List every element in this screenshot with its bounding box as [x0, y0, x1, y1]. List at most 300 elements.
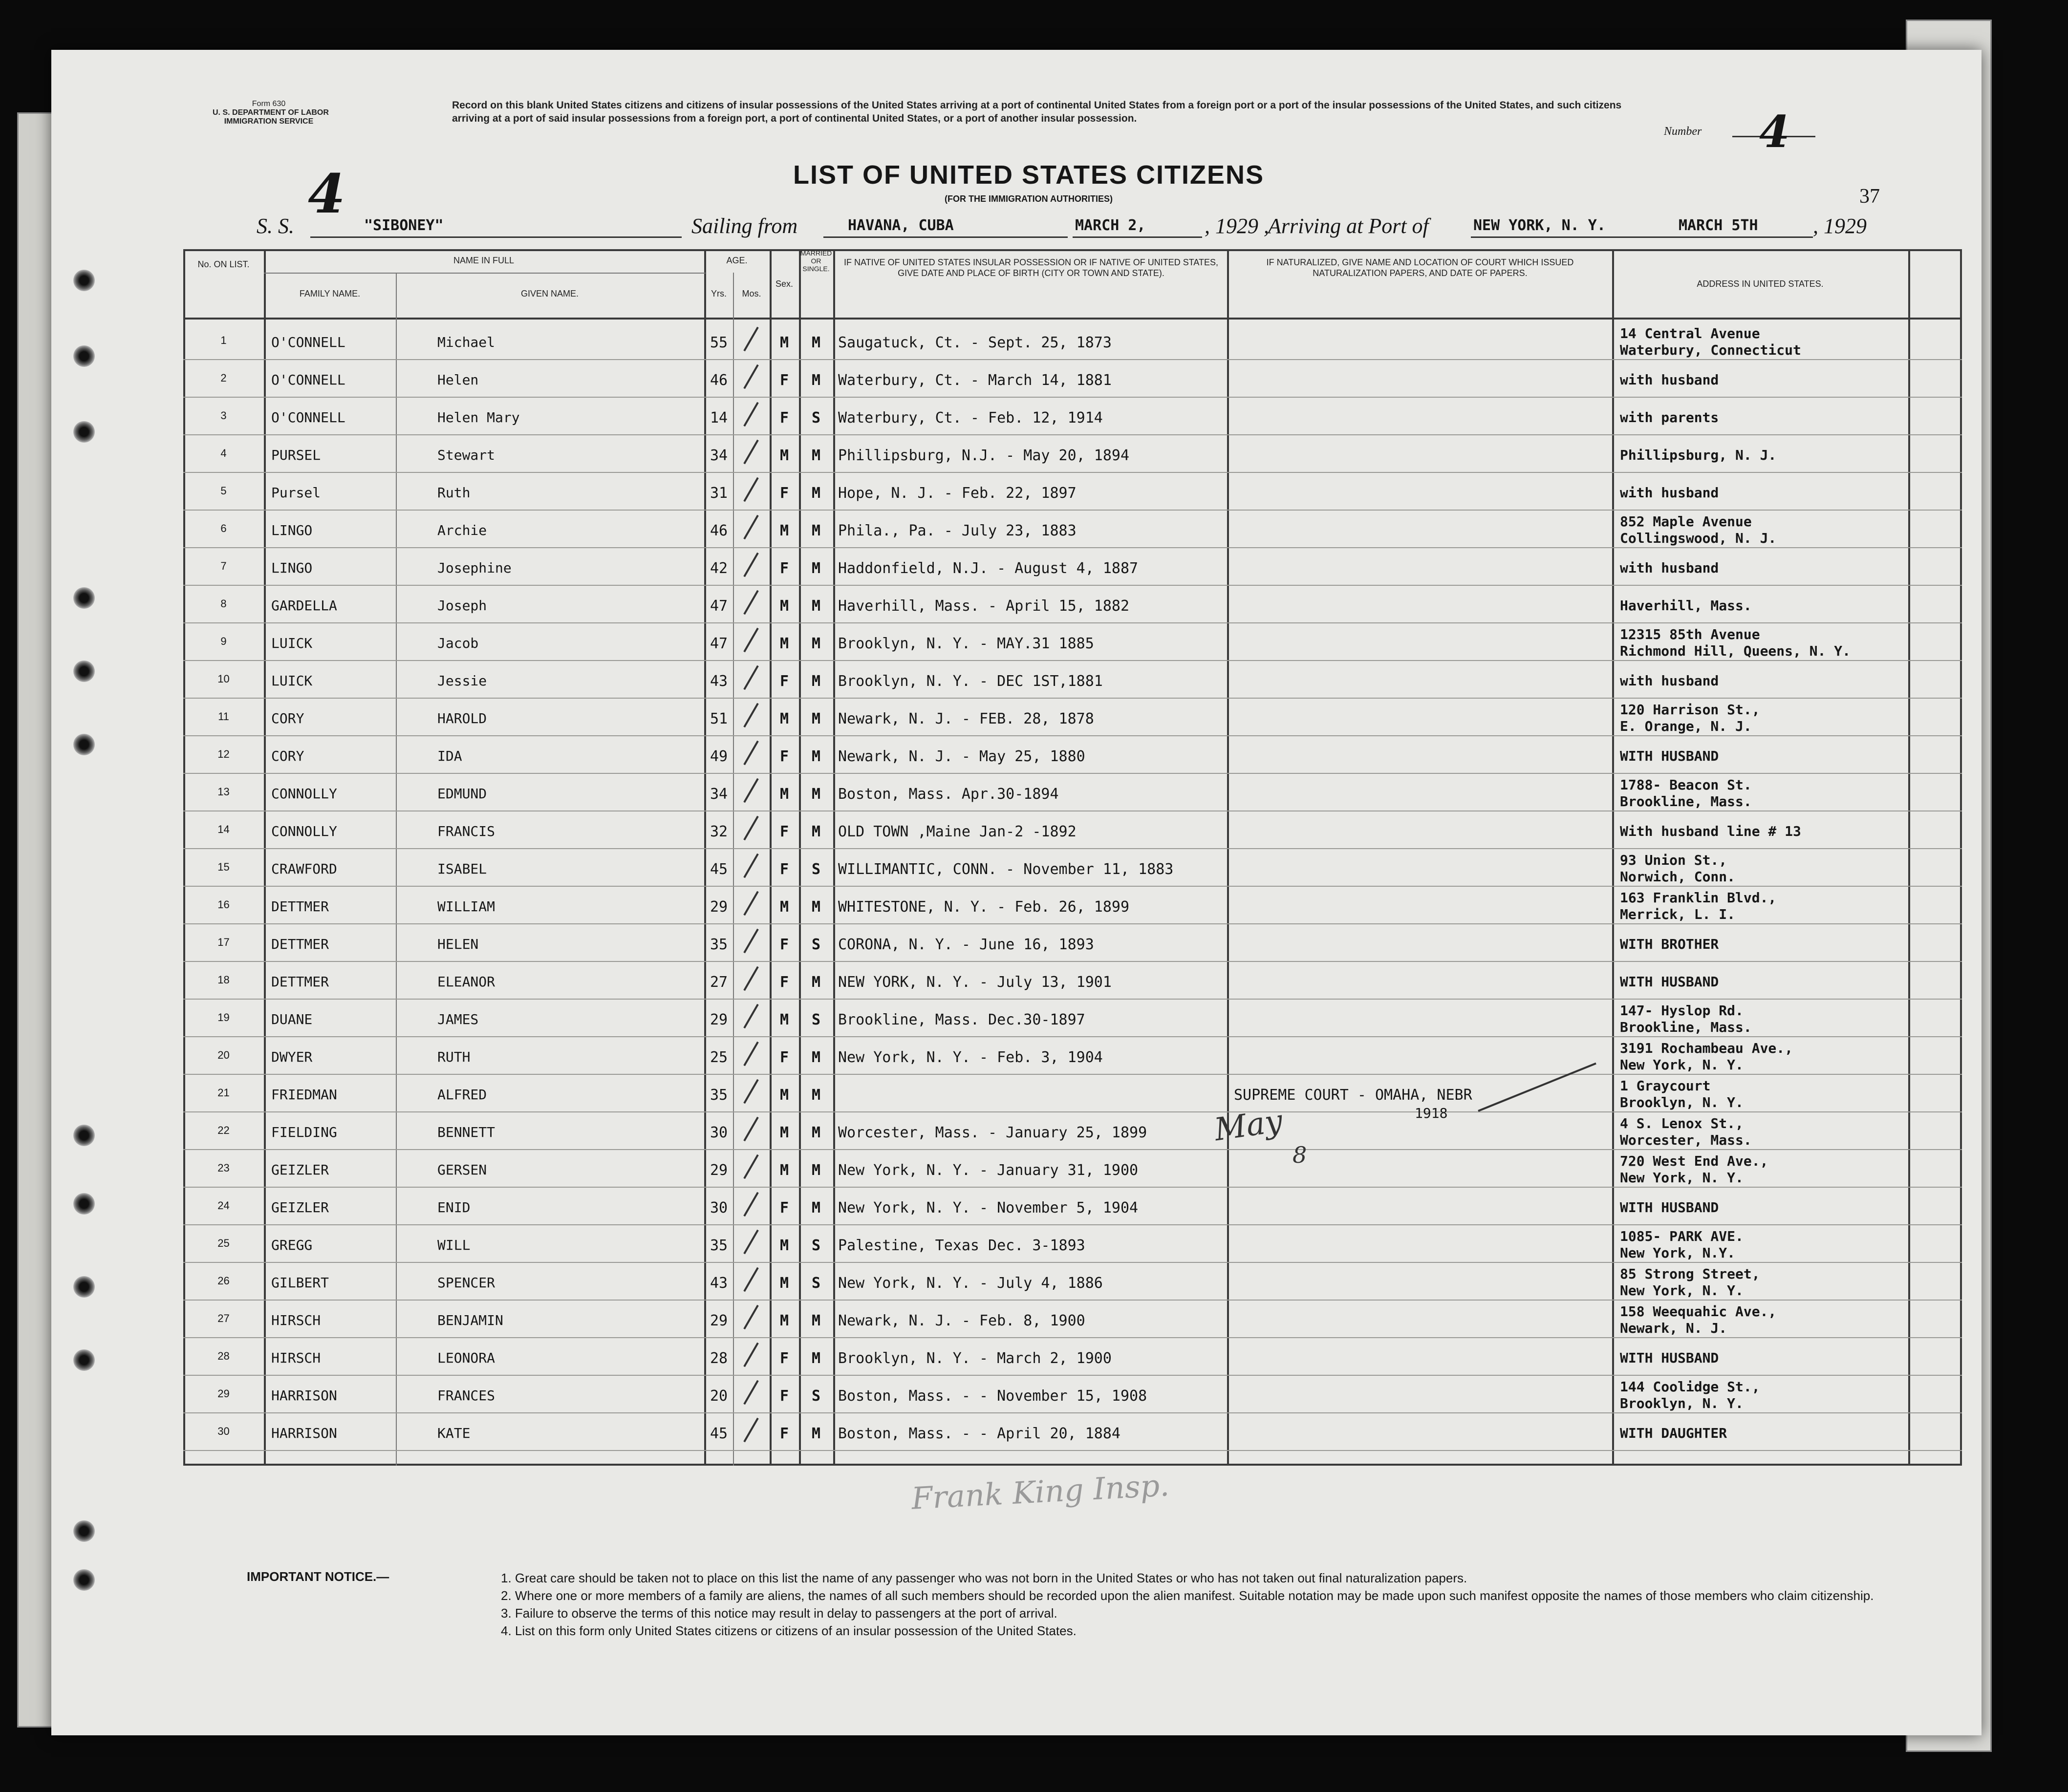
- family-name: GREGG: [271, 1237, 313, 1253]
- given-name: SPENCER: [437, 1275, 495, 1291]
- sex: M: [779, 447, 789, 464]
- table-row: [183, 849, 1962, 887]
- table-row: [183, 1188, 1962, 1225]
- form-instructions: Record on this blank United States citizens and citizens of insular possessions of the United States arriving at a port of continental United States from a foreign port or a port of the insular possessions of the United States, and such citizens arriving at a port of said insular possessions from a foreign port, a port of continental United States, or a port of another insular possession.: [452, 100, 1622, 124]
- binder-hole: [73, 1569, 95, 1591]
- given-name: ISABEL: [437, 861, 487, 877]
- age-years: 29: [710, 1312, 728, 1329]
- address: 1 Graycourt: [1620, 1078, 1711, 1094]
- check-mark: [743, 1230, 758, 1254]
- age-years: 55: [710, 334, 728, 351]
- col-header-family: FAMILY NAME.: [299, 289, 361, 299]
- handwritten-page-mark: 4: [308, 162, 345, 225]
- birth-place-date: WHITESTONE, N. Y. - Feb. 26, 1899: [838, 898, 1130, 916]
- address: 144 Coolidge St.,: [1620, 1379, 1760, 1395]
- check-mark: [743, 515, 758, 539]
- departure-date: MARCH 2,: [1075, 217, 1146, 234]
- address: with husband: [1620, 673, 1719, 689]
- family-name: GEIZLER: [271, 1162, 329, 1178]
- sex: F: [779, 1199, 789, 1216]
- table-row: [183, 1150, 1962, 1188]
- marital-status: M: [811, 1199, 821, 1216]
- address: 4 S. Lenox St.,: [1620, 1115, 1744, 1131]
- notice-item: 1. Great care should be taken not to place on this list the name of any passenger who was not born in the United States or who has not taken out final naturalization papers.: [501, 1571, 1467, 1585]
- given-name: EDMUND: [437, 786, 487, 802]
- address-line-2: Brookline, Mass.: [1620, 793, 1752, 810]
- address: 1085- PARK AVE.: [1620, 1228, 1744, 1244]
- page-title: LIST OF UNITED STATES CITIZENS: [793, 160, 1264, 190]
- birth-place-date: WILLIMANTIC, CONN. - November 11, 1883: [838, 861, 1174, 878]
- given-name: Helen Mary: [437, 409, 520, 426]
- row-number: 29: [217, 1387, 230, 1400]
- age-years: 28: [710, 1350, 728, 1367]
- col-header-birth: IF NATIVE OF UNITED STATES INSULAR POSSESSION OR IF NATIVE OF UNITED STATES, GIVE DATE AND PLACE OF BIRTH (CITY OR TOWN AND STATE).: [843, 257, 1219, 278]
- address: WITH HUSBAND: [1620, 1199, 1719, 1216]
- binder-hole: [73, 1276, 95, 1298]
- table-row: [183, 360, 1962, 398]
- row-number: 23: [217, 1162, 230, 1174]
- marital-status: M: [811, 485, 821, 502]
- address: 120 Harrison St.,: [1620, 702, 1760, 718]
- address: 85 Strong Street,: [1620, 1266, 1760, 1282]
- address: WITH HUSBAND: [1620, 1350, 1719, 1366]
- given-name: RUTH: [437, 1049, 471, 1065]
- col-header-yrs: Yrs.: [711, 289, 727, 299]
- col-header-mos: Mos.: [742, 289, 761, 299]
- age-years: 47: [710, 597, 728, 615]
- row-number: 1: [220, 334, 227, 346]
- marital-status: M: [811, 560, 821, 577]
- given-name: Stewart: [437, 447, 495, 463]
- given-name: ALFRED: [437, 1087, 487, 1103]
- table-row: [183, 661, 1962, 699]
- table-row: [183, 586, 1962, 623]
- check-mark: [743, 1343, 758, 1367]
- binder-hole: [73, 1520, 95, 1542]
- family-name: HARRISON: [271, 1387, 337, 1404]
- address: 852 Maple Avenue: [1620, 513, 1752, 530]
- address: 158 Weequahic Ave.,: [1620, 1303, 1777, 1320]
- check-mark: [743, 1192, 758, 1216]
- sex: F: [779, 1350, 789, 1367]
- sailing-from-label: Sailing from: [691, 214, 798, 238]
- row-number: 4: [220, 447, 227, 459]
- table-row: [183, 322, 1962, 360]
- age-years: 31: [710, 485, 728, 502]
- family-name: LUICK: [271, 673, 313, 689]
- check-mark: [743, 1042, 758, 1066]
- address-line-2: Collingswood, N. J.: [1620, 530, 1777, 546]
- inspector-signature: Frank King Insp.: [910, 1467, 1170, 1516]
- handwritten-number: 4: [1759, 106, 1790, 158]
- family-name: GILBERT: [271, 1275, 329, 1291]
- birth-place-date: New York, N. Y. - July 4, 1886: [838, 1275, 1103, 1292]
- birth-place-date: NEW YORK, N. Y. - July 13, 1901: [838, 974, 1112, 991]
- given-name: ELEANOR: [437, 974, 495, 990]
- given-name: Michael: [437, 334, 495, 350]
- age-years: 29: [710, 898, 728, 916]
- sex: M: [779, 1275, 789, 1292]
- address-line-2: Newark, N. J.: [1620, 1320, 1727, 1336]
- age-years: 14: [710, 409, 728, 427]
- birth-place-date: Worcester, Mass. - January 25, 1899: [838, 1124, 1147, 1141]
- table-row: [183, 473, 1962, 511]
- sex: M: [779, 597, 789, 615]
- age-years: 27: [710, 974, 728, 991]
- naturalization-year: 1918: [1415, 1105, 1448, 1121]
- marital-status: M: [811, 1049, 821, 1066]
- number-label: Number: [1664, 125, 1702, 138]
- family-name: DUANE: [271, 1011, 313, 1027]
- address: 720 West End Ave.,: [1620, 1153, 1768, 1169]
- sex: M: [779, 1237, 789, 1254]
- age-years: 20: [710, 1387, 728, 1405]
- sex: F: [779, 861, 789, 878]
- binder-hole: [73, 1125, 95, 1146]
- row-number: 24: [217, 1199, 230, 1212]
- service: IMMIGRATION SERVICE: [224, 117, 314, 126]
- birth-place-date: Saugatuck, Ct. - Sept. 25, 1873: [838, 334, 1112, 351]
- sex: F: [779, 560, 789, 577]
- address-line-2: Richmond Hill, Queens, N. Y.: [1620, 643, 1851, 659]
- sex: F: [779, 936, 789, 953]
- ss-label: S. S.: [257, 214, 294, 238]
- check-mark: [743, 853, 758, 878]
- family-name: CORY: [271, 710, 304, 726]
- table-row: [183, 1263, 1962, 1301]
- check-mark: [743, 1380, 758, 1405]
- notice-item: 4. List on this form only United States citizens or citizens of an insular possession of the United States.: [501, 1623, 1077, 1638]
- address-line-2: Brooklyn, N. Y.: [1620, 1395, 1744, 1411]
- row-number: 11: [218, 710, 229, 723]
- marital-status: S: [811, 936, 821, 953]
- notice-item: 3. Failure to observe the terms of this notice may result in delay to passengers at the port of arrival.: [501, 1606, 1057, 1621]
- department: U. S. DEPARTMENT OF LABOR: [213, 108, 329, 117]
- col-header-naturalization: IF NATURALIZED, GIVE NAME AND LOCATION OF COURT WHICH ISSUED NATURALIZATION PAPERS, AND DATE OF PAPERS.: [1266, 257, 1574, 278]
- ship-underline: [310, 236, 682, 238]
- arriving-label: Arriving at Port of: [1268, 214, 1429, 238]
- family-name: HIRSCH: [271, 1312, 321, 1328]
- binder-hole: [73, 734, 95, 755]
- age-years: 34: [710, 786, 728, 803]
- handwritten-day: 8: [1292, 1142, 1307, 1168]
- age-years: 43: [710, 1275, 728, 1292]
- binder-hole: [73, 587, 95, 609]
- table-row: [183, 1000, 1962, 1037]
- given-name: Joseph: [437, 597, 487, 614]
- sex: F: [779, 1425, 789, 1442]
- marital-status: M: [811, 1312, 821, 1329]
- port-underline: [823, 236, 1068, 238]
- address: WITH BROTHER: [1620, 936, 1719, 952]
- address: 12315 85th Avenue: [1620, 626, 1760, 642]
- check-mark: [743, 628, 758, 652]
- age-years: 32: [710, 823, 728, 840]
- age-years: 25: [710, 1049, 728, 1066]
- col-header-given: GIVEN NAME.: [520, 289, 579, 299]
- table-row: [183, 1413, 1962, 1451]
- family-name: HARRISON: [271, 1425, 337, 1441]
- given-name: BENJAMIN: [437, 1312, 503, 1328]
- table-row: [183, 699, 1962, 736]
- check-mark: [743, 440, 758, 464]
- age-years: 35: [710, 936, 728, 953]
- given-name: ENID: [437, 1199, 471, 1216]
- check-mark: [743, 816, 758, 840]
- family-name: DETTMER: [271, 974, 329, 990]
- given-name: HELEN: [437, 936, 479, 952]
- table-row: [183, 1301, 1962, 1338]
- check-mark: [743, 590, 758, 615]
- given-name: BENNETT: [437, 1124, 495, 1140]
- given-name: KATE: [437, 1425, 471, 1441]
- sex: M: [779, 786, 789, 803]
- table-row: [183, 398, 1962, 435]
- address: WITH HUSBAND: [1620, 748, 1719, 764]
- given-name: Helen: [437, 372, 479, 388]
- address: WITH DAUGHTER: [1620, 1425, 1727, 1441]
- marital-status: M: [811, 334, 821, 351]
- address: 14 Central Avenue: [1620, 325, 1760, 341]
- table-row: [183, 1037, 1962, 1075]
- given-name: LEONORA: [437, 1350, 495, 1366]
- row-number: 18: [217, 974, 230, 986]
- birth-place-date: Boston, Mass. Apr.30-1894: [838, 786, 1059, 803]
- check-mark: [743, 1418, 758, 1442]
- age-years: 45: [710, 861, 728, 878]
- notice-list: [501, 1569, 1918, 1640]
- row-number: 15: [217, 861, 230, 873]
- family-name: O'CONNELL: [271, 409, 345, 426]
- age-years: 46: [710, 372, 728, 389]
- address-line-2: New York, N. Y.: [1620, 1282, 1744, 1299]
- check-mark: [743, 1079, 758, 1104]
- sex: F: [779, 409, 789, 427]
- row-number: 6: [220, 522, 227, 534]
- table-row: [183, 1225, 1962, 1263]
- given-name: Josephine: [437, 560, 512, 576]
- given-name: Jacob: [437, 635, 479, 651]
- row-number: 8: [220, 597, 227, 610]
- binder-hole: [73, 661, 95, 682]
- sheet-number: 37: [1859, 185, 1880, 208]
- marital-status: M: [811, 673, 821, 690]
- marital-status: S: [811, 409, 821, 427]
- birth-place-date: Haverhill, Mass. - April 15, 1882: [838, 597, 1130, 615]
- table-row: [183, 435, 1962, 473]
- naturalization: SUPREME COURT - OMAHA, NEBR: [1234, 1087, 1472, 1104]
- arrival-underline: [1471, 236, 1813, 238]
- marital-status: M: [811, 898, 821, 916]
- table-row: [183, 1376, 1962, 1413]
- form-number: Form 630: [252, 100, 286, 108]
- col-header-married: MARRIED OR SINGLE.: [800, 249, 832, 273]
- family-name: FRIEDMAN: [271, 1087, 337, 1103]
- birth-place-date: Phillipsburg, N.J. - May 20, 1894: [838, 447, 1130, 464]
- family-name: CONNOLLY: [271, 786, 337, 802]
- birth-place-date: Brookline, Mass. Dec.30-1897: [838, 1011, 1085, 1028]
- birth-place-date: Boston, Mass. - - April 20, 1884: [838, 1425, 1120, 1442]
- family-name: FIELDING: [271, 1124, 337, 1140]
- family-name: CORY: [271, 748, 304, 764]
- col-header-address: ADDRESS IN UNITED STATES.: [1697, 279, 1824, 289]
- notice-label: IMPORTANT NOTICE.—: [247, 1569, 389, 1584]
- table-row: [183, 1075, 1962, 1121]
- birth-place-date: CORONA, N. Y. - June 16, 1893: [838, 936, 1094, 953]
- birth-place-date: New York, N. Y. - January 31, 1900: [838, 1162, 1139, 1179]
- arrival-date: MARCH 5TH: [1679, 217, 1758, 234]
- given-name: IDA: [437, 748, 462, 764]
- family-name: GARDELLA: [271, 597, 337, 614]
- sex: F: [779, 372, 789, 389]
- table-row: [183, 1338, 1962, 1376]
- row-number: 16: [217, 898, 230, 911]
- age-years: 29: [710, 1011, 728, 1028]
- birth-place-date: Hope, N. J. - Feb. 22, 1897: [838, 485, 1077, 502]
- family-name: HIRSCH: [271, 1350, 321, 1366]
- table-row: [183, 511, 1962, 548]
- row-number: 14: [217, 823, 230, 835]
- family-name: LINGO: [271, 522, 313, 538]
- departure-year: , 1929 ,: [1205, 214, 1269, 238]
- row-number: 13: [217, 786, 230, 798]
- row-number: 25: [217, 1237, 230, 1249]
- birth-place-date: Waterbury, Ct. - March 14, 1881: [838, 372, 1112, 389]
- check-mark: [743, 402, 758, 427]
- birth-place-date: Waterbury, Ct. - Feb. 12, 1914: [838, 409, 1103, 427]
- age-years: 46: [710, 522, 728, 539]
- age-years: 51: [710, 710, 728, 727]
- table-row: [183, 1112, 1962, 1150]
- family-name: O'CONNELL: [271, 334, 345, 350]
- col-header-sex: Sex.: [775, 279, 794, 289]
- sex: F: [779, 1049, 789, 1066]
- marital-status: M: [811, 635, 821, 652]
- marital-status: S: [811, 1275, 821, 1292]
- birth-place-date: New York, N. Y. - Feb. 3, 1904: [838, 1049, 1103, 1066]
- manifest-page: [51, 50, 1982, 1735]
- marital-status: M: [811, 1124, 821, 1141]
- marital-status: M: [811, 748, 821, 765]
- address-line-2: Brookline, Mass.: [1620, 1019, 1752, 1035]
- marital-status: M: [811, 710, 821, 727]
- handwritten-month: May: [1212, 1103, 1285, 1149]
- address: Haverhill, Mass.: [1620, 597, 1752, 614]
- sex: M: [779, 1011, 789, 1028]
- row-number: 12: [217, 748, 230, 760]
- given-name: HAROLD: [437, 710, 487, 726]
- table-row: [183, 548, 1962, 586]
- marital-status: M: [811, 823, 821, 840]
- given-name: Ruth: [437, 485, 471, 501]
- family-name: CRAWFORD: [271, 861, 337, 877]
- row-number: 19: [217, 1011, 230, 1024]
- given-name: WILLIAM: [437, 898, 495, 915]
- address-line-2: Waterbury, Connecticut: [1620, 342, 1801, 358]
- family-name: DETTMER: [271, 898, 329, 915]
- address: With husband line # 13: [1620, 823, 1801, 839]
- age-years: 45: [710, 1425, 728, 1442]
- row-number: 5: [220, 485, 227, 497]
- address: with husband: [1620, 560, 1719, 576]
- age-years: 35: [710, 1087, 728, 1104]
- sex: M: [779, 635, 789, 652]
- birth-place-date: Brooklyn, N. Y. - March 2, 1900: [838, 1350, 1112, 1367]
- row-number: 2: [220, 372, 227, 384]
- birth-place-date: New York, N. Y. - November 5, 1904: [838, 1199, 1139, 1216]
- age-years: 34: [710, 447, 728, 464]
- ship-name: "SIBONEY": [364, 217, 444, 234]
- birth-place-date: Newark, N. J. - May 25, 1880: [838, 748, 1085, 765]
- sex: M: [779, 522, 789, 539]
- family-name: LUICK: [271, 635, 313, 651]
- page-subtitle: (FOR THE IMMIGRATION AUTHORITIES): [945, 194, 1113, 204]
- family-name: DETTMER: [271, 936, 329, 952]
- binder-hole: [73, 1193, 95, 1215]
- sex: M: [779, 1162, 789, 1179]
- given-name: Archie: [437, 522, 487, 538]
- check-mark: [743, 1117, 758, 1141]
- table-row: [183, 774, 1962, 811]
- marital-status: M: [811, 447, 821, 464]
- marital-status: S: [811, 1237, 821, 1254]
- family-name: CONNOLLY: [271, 823, 337, 839]
- check-mark: [743, 1004, 758, 1028]
- row-number: 30: [217, 1425, 230, 1437]
- address: with husband: [1620, 485, 1719, 501]
- address: 163 Franklin Blvd.,: [1620, 890, 1777, 906]
- age-years: 49: [710, 748, 728, 765]
- table-row: [183, 962, 1962, 1000]
- sex: M: [779, 1087, 789, 1104]
- address: 93 Union St.,: [1620, 852, 1727, 868]
- arrival-port: NEW YORK, N. Y.: [1473, 217, 1606, 234]
- age-years: 43: [710, 673, 728, 690]
- marital-status: M: [811, 1162, 821, 1179]
- sex: M: [779, 1124, 789, 1141]
- check-mark: [743, 327, 758, 351]
- address: 3191 Rochambeau Ave.,: [1620, 1040, 1793, 1056]
- passenger-table: [183, 249, 1962, 1466]
- sex: F: [779, 673, 789, 690]
- check-mark: [743, 966, 758, 991]
- check-mark: [743, 477, 758, 502]
- marital-status: M: [811, 1350, 821, 1367]
- row-number: 3: [220, 409, 227, 422]
- marital-status: S: [811, 1011, 821, 1028]
- marital-status: M: [811, 786, 821, 803]
- sex: F: [779, 485, 789, 502]
- birth-place-date: OLD TOWN ,Maine Jan-2 -1892: [838, 823, 1077, 840]
- table-row: [183, 887, 1962, 924]
- given-name: GERSEN: [437, 1162, 487, 1178]
- row-number: 21: [217, 1087, 230, 1099]
- row-number: 17: [217, 936, 230, 948]
- address: with husband: [1620, 372, 1719, 388]
- table-row: [183, 924, 1962, 962]
- arrival-year: , 1929: [1813, 214, 1867, 238]
- binder-hole: [73, 421, 95, 443]
- birth-place-date: Boston, Mass. - - November 15, 1908: [838, 1387, 1147, 1405]
- check-mark: [743, 891, 758, 916]
- sex: F: [779, 974, 789, 991]
- given-name: Jessie: [437, 673, 487, 689]
- sex: F: [779, 748, 789, 765]
- check-mark: [743, 1154, 758, 1179]
- table-row: [183, 736, 1962, 774]
- binder-hole: [73, 345, 95, 367]
- sex: M: [779, 898, 789, 916]
